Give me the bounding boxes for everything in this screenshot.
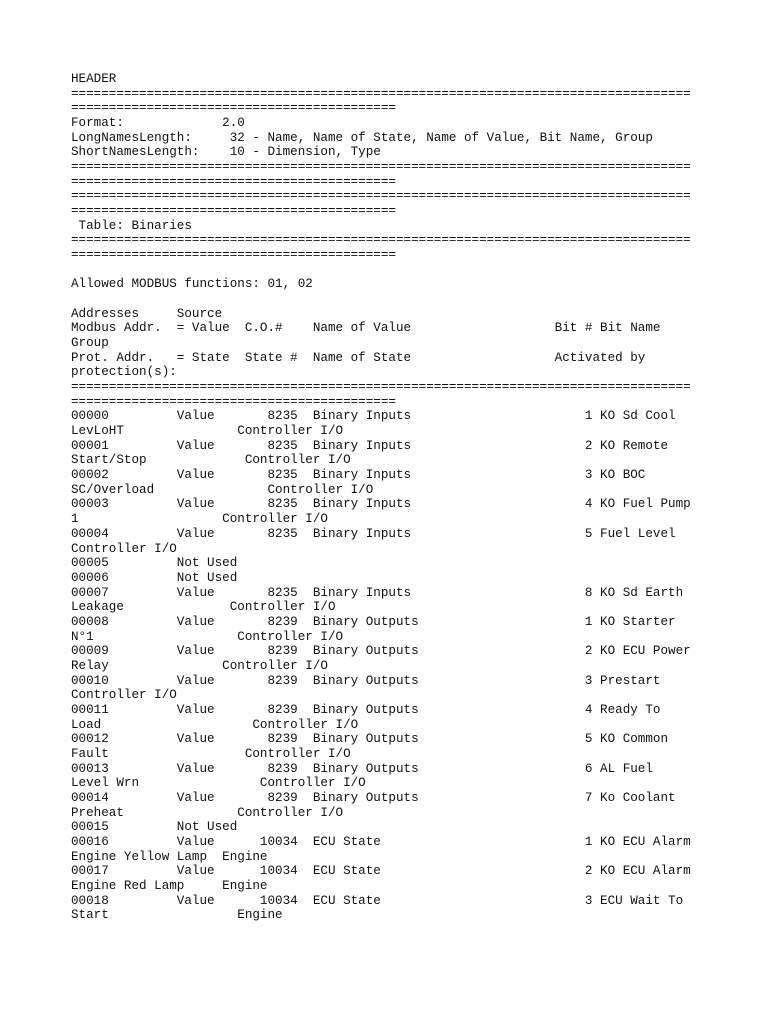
doc-line: HEADER <box>71 72 117 86</box>
doc-line: 00011 Value 8239 Binary Outputs 4 Ready To <box>71 702 661 717</box>
doc-line: 00013 Value 8239 Binary Outputs 6 AL Fuel <box>71 761 653 776</box>
doc-line: =========================================== <box>71 101 396 116</box>
doc-line: ================================================================================== <box>71 160 691 175</box>
doc-line <box>71 263 711 278</box>
doc-line: =========================================== <box>71 204 396 219</box>
doc-line: Format: 2.0 <box>71 116 245 131</box>
doc-line: Load Controller I/O <box>71 717 359 732</box>
doc-line: ================================================================================== <box>71 189 691 204</box>
doc-line: 00005 Not Used <box>71 556 238 571</box>
doc-line: 00001 Value 8235 Binary Inputs 2 KO Remote <box>71 438 669 453</box>
doc-line: Fault Controller I/O <box>71 746 351 761</box>
doc-line: 00014 Value 8239 Binary Outputs 7 Ko Coolant <box>71 790 676 805</box>
doc-line: 00012 Value 8239 Binary Outputs 5 KO Common <box>71 732 669 747</box>
doc-line: 00010 Value 8239 Binary Outputs 3 Prestart <box>71 673 661 688</box>
doc-line: Allowed MODBUS functions: 01, 02 <box>71 277 313 292</box>
doc-line: Controller I/O <box>71 541 177 556</box>
doc-line: Controller I/O <box>71 688 177 703</box>
doc-line: =========================================== <box>71 174 396 189</box>
doc-line: Table: Binaries <box>71 218 192 233</box>
doc-line: 00003 Value 8235 Binary Inputs 4 KO Fuel Pump <box>71 497 691 512</box>
doc-line: 00000 Value 8235 Binary Inputs 1 KO Sd Cool <box>71 409 676 424</box>
doc-line: 00008 Value 8239 Binary Outputs 1 KO Starter <box>71 614 676 629</box>
doc-line: 00004 Value 8235 Binary Inputs 5 Fuel Level <box>71 526 676 541</box>
modbus-table-document <box>71 72 711 923</box>
doc-line: Group <box>71 336 109 351</box>
doc-line: 00006 Not Used <box>71 570 238 585</box>
doc-line: 00018 Value 10034 ECU State 3 ECU Wait To <box>71 893 684 908</box>
doc-line: Relay Controller I/O <box>71 658 328 673</box>
doc-line: 1 Controller I/O <box>71 512 328 527</box>
doc-line: LongNamesLength: 32 - Name, Name of State, Name of Value, Bit Name, Group <box>71 130 653 145</box>
doc-line: Start Engine <box>71 908 283 923</box>
doc-line: SC/Overload Controller I/O <box>71 482 374 497</box>
doc-line: Modbus Addr. = Value C.O.# Name of Value Bit # Bit Name <box>71 321 661 336</box>
doc-line: protection(s): <box>71 365 177 380</box>
doc-line: 00017 Value 10034 ECU State 2 KO ECU Alarm <box>71 864 691 879</box>
doc-line: 00015 Not Used <box>71 820 238 835</box>
doc-line: Level Wrn Controller I/O <box>71 776 366 791</box>
doc-line: 00009 Value 8239 Binary Outputs 2 KO ECU Power <box>71 644 691 659</box>
doc-line: Prot. Addr. = State State # Name of State Activated by <box>71 350 646 365</box>
doc-line: 00007 Value 8235 Binary Inputs 8 KO Sd Earth <box>71 585 684 600</box>
doc-line: ShortNamesLength: 10 - Dimension, Type <box>71 145 381 160</box>
doc-line: ================================================================================== <box>71 233 691 248</box>
doc-line: Engine Red Lamp Engine <box>71 878 268 893</box>
doc-line: Engine Yellow Lamp Engine <box>71 849 268 864</box>
doc-line: Preheat Controller I/O <box>71 805 344 820</box>
doc-line: =========================================== <box>71 394 396 409</box>
doc-line: Addresses Source <box>71 306 223 321</box>
doc-line: Leakage Controller I/O <box>71 600 336 615</box>
doc-line: =========================================== <box>71 248 396 263</box>
doc-line: ================================================================================== <box>71 380 691 395</box>
doc-line: Start/Stop Controller I/O <box>71 453 351 468</box>
doc-line: LevLoHT Controller I/O <box>71 424 344 439</box>
doc-line: 00016 Value 10034 ECU State 1 KO ECU Alarm <box>71 834 691 849</box>
doc-line: ================================================================================== <box>71 86 691 101</box>
doc-line: N°1 Controller I/O <box>71 629 344 644</box>
doc-line: 00002 Value 8235 Binary Inputs 3 KO BOC <box>71 468 646 483</box>
doc-line <box>71 292 711 307</box>
